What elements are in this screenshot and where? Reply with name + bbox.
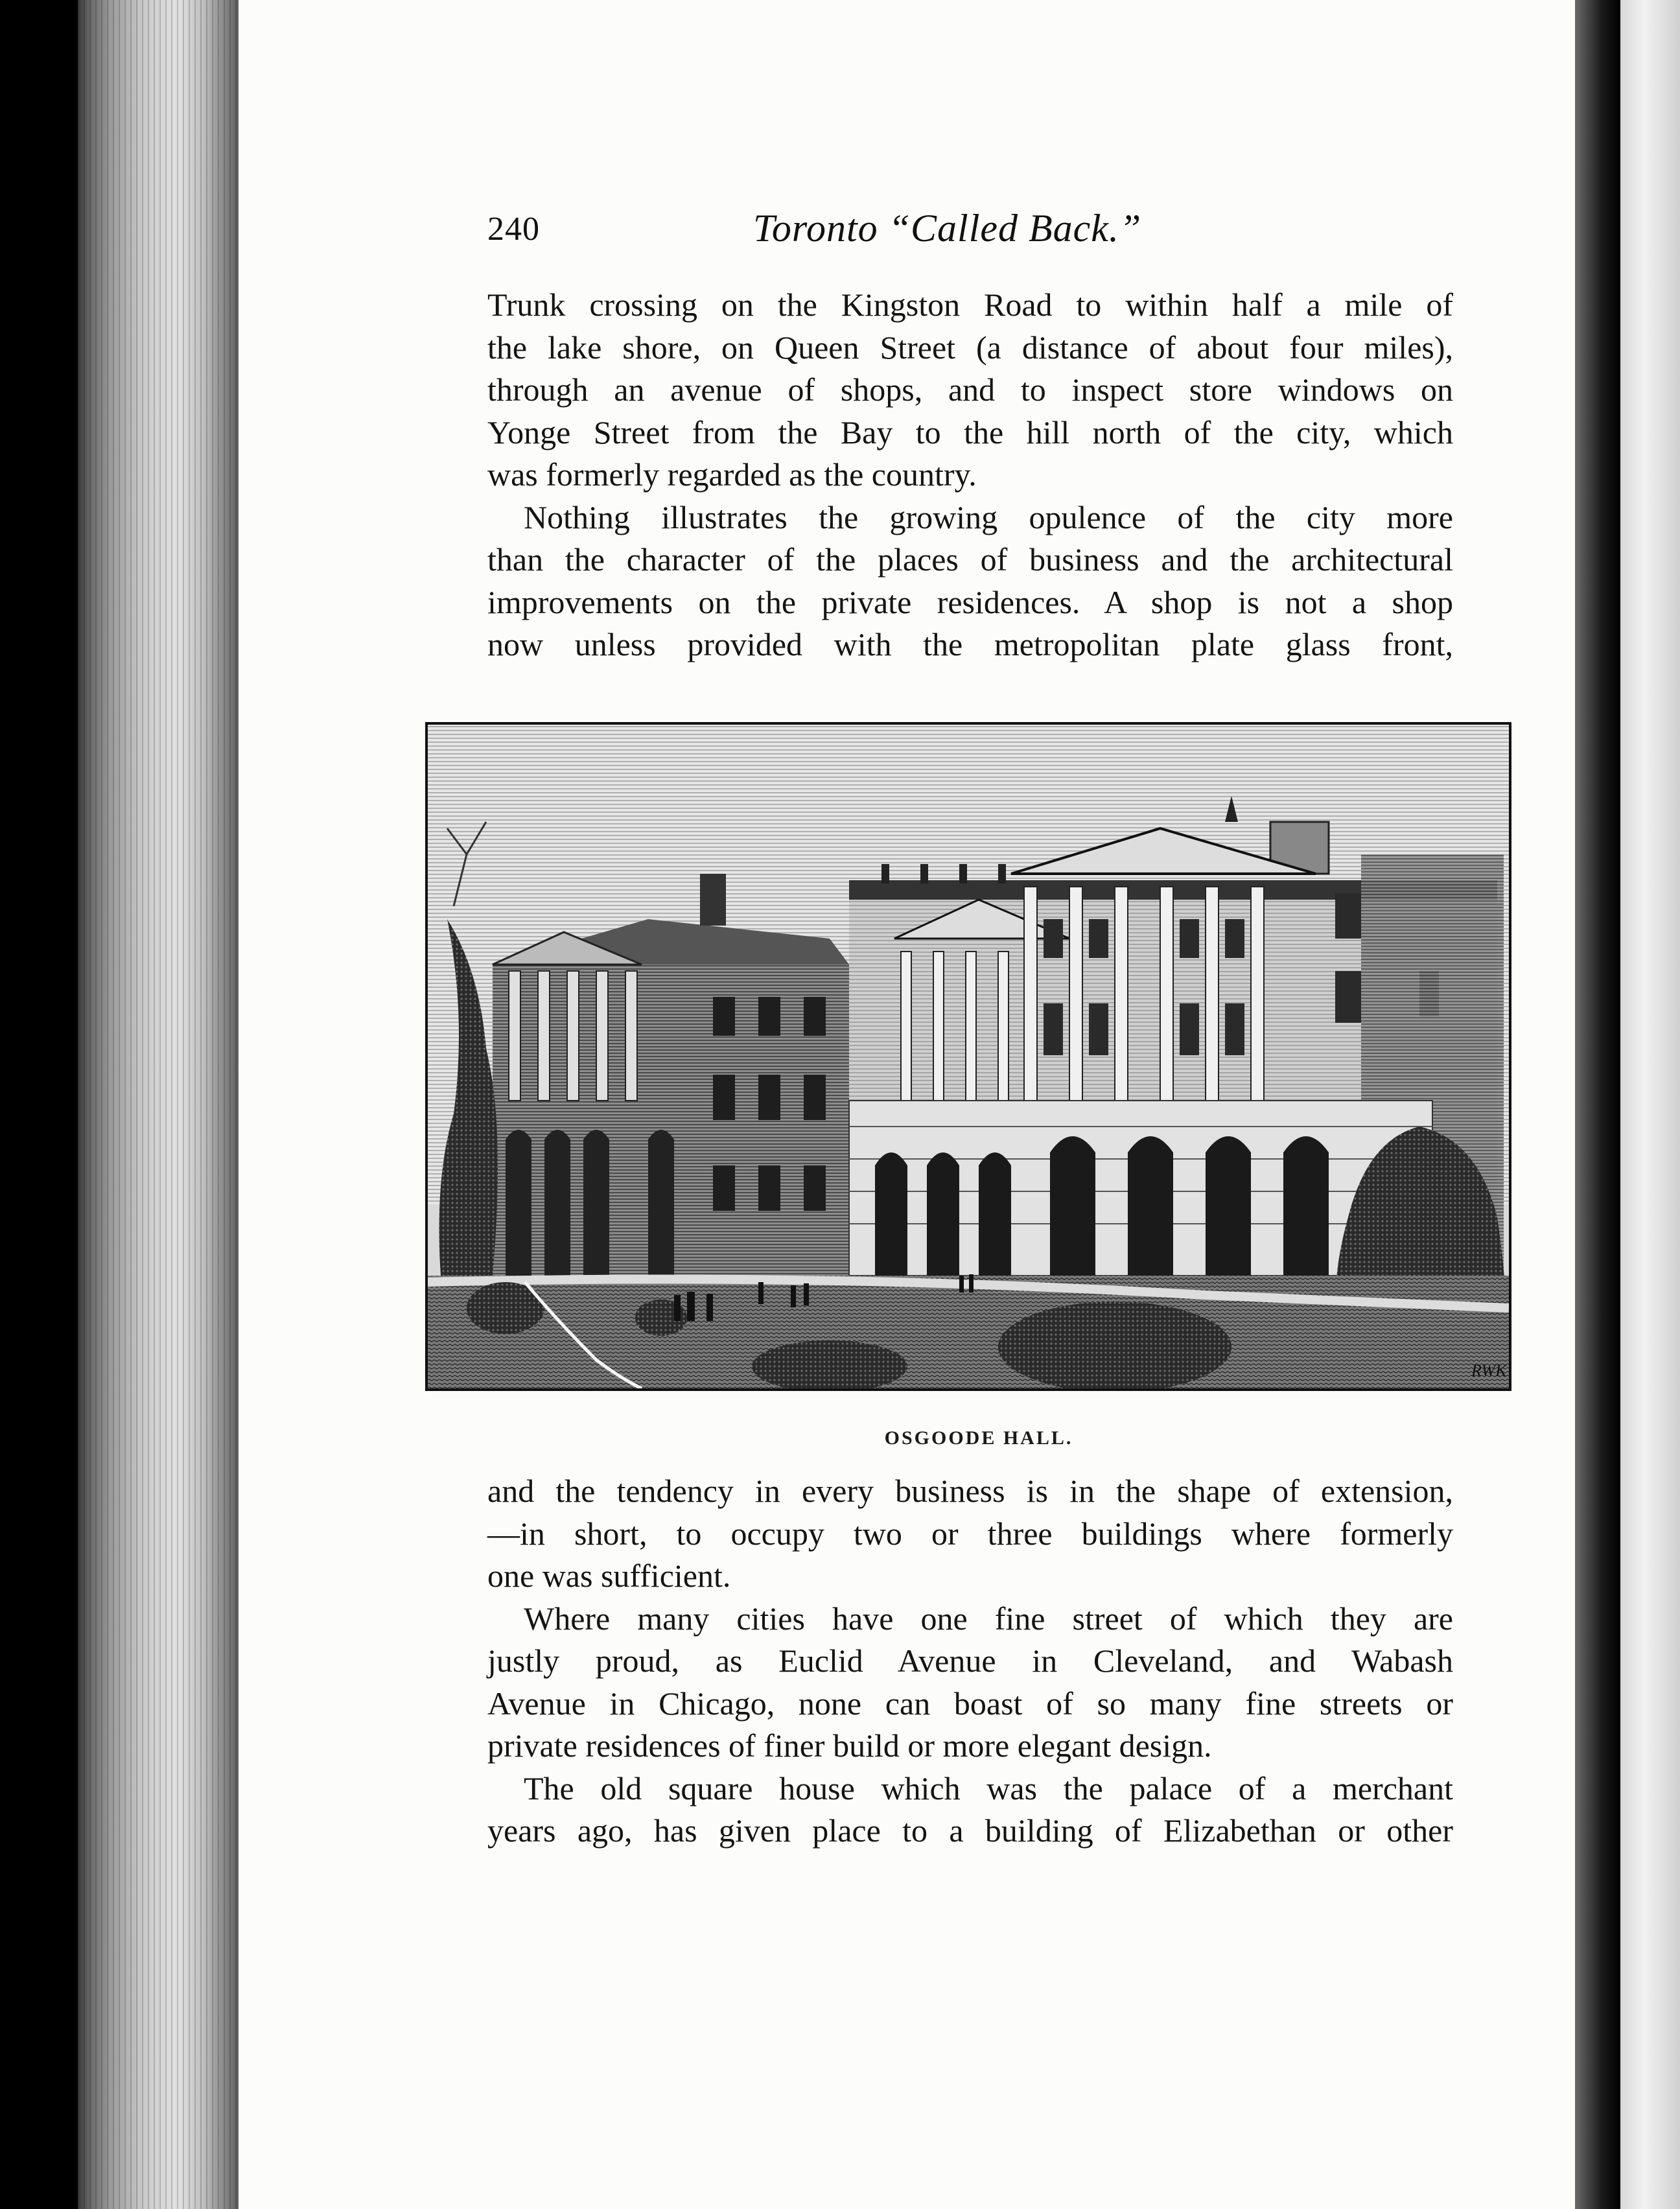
illustration-caption: OSGOODE HALL. <box>884 1427 1073 1449</box>
running-title: Toronto “Called Back.” <box>753 207 1142 250</box>
running-head <box>487 206 1460 264</box>
text-line: improvements on the private residences. A shop is not a shop <box>487 583 1453 620</box>
engraver-signature: RWK <box>1471 1361 1507 1380</box>
text-line: Trunk crossing on the Kingston Road to within half a mile of <box>487 286 1453 323</box>
text-line: the lake shore, on Queen Street (a distance of about four miles), <box>487 329 1453 366</box>
text-line: The old square house which was the palace of a merchant <box>524 1770 1453 1806</box>
text-line: years ago, has given place to a building of Elizabethan or other <box>487 1812 1453 1849</box>
page-stack-edge <box>78 0 240 2209</box>
book-binding <box>1575 0 1620 2209</box>
text-block-bottom <box>487 1470 1453 1853</box>
text-line: Nothing illustrates the growing opulence of the city more <box>524 498 1453 535</box>
text-line: Yonge Street from the Bay to the hill north of the city, which <box>487 414 1453 450</box>
text-block-top <box>487 284 1453 666</box>
text-line: private residences of finer build or more elegant design. <box>487 1727 1212 1764</box>
osgoode-hall-engraving <box>425 722 1511 1391</box>
facing-page-edge <box>1620 0 1680 2209</box>
text-line: Where many cities have one fine street of which they are <box>524 1600 1453 1637</box>
text-line: and the tendency in every business is in the shape of extension, <box>487 1473 1453 1509</box>
text-line: than the character of the places of business and the architectural <box>487 541 1453 578</box>
text-line: now unless provided with the metropolitan plate glass front, <box>487 626 1453 662</box>
text-line: one was sufficient. <box>487 1558 731 1594</box>
text-line: justly proud, as Euclid Avenue in Cleveland, and Wabash <box>487 1642 1453 1679</box>
text-line: Avenue in Chicago, none can boast of so many fine streets or <box>487 1685 1453 1722</box>
text-line: —in short, to occupy two or three buildings where formerly <box>487 1515 1453 1552</box>
text-line: through an avenue of shops, and to inspect store windows on <box>487 371 1453 408</box>
page-number: 240 <box>487 211 540 248</box>
text-line: was formerly regarded as the country. <box>487 456 977 493</box>
